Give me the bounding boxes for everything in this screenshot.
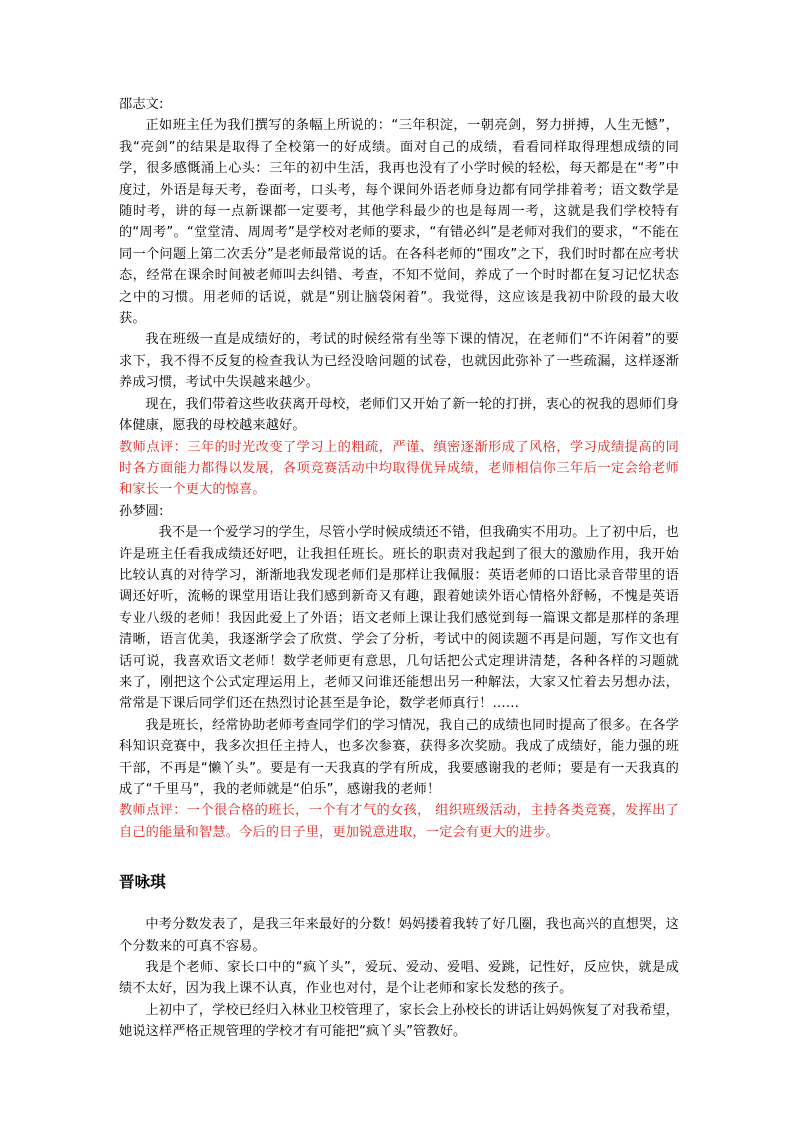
- essay-paragraph: 正如班主任为我们撰写的条幅上所说的：“三年积淀，一朝亮剑，努力拼搏，人生无憾”，我“亮剑”的结果是取得了全校第一的好成绩。面对自己的成绩，看看同样取得理想成绩的同学，很多感慨涌上心头：三年的初中生活，我再也没有了小学时候的轻松，每天都是在“考”中度过，外语是每天考，卷面考，口头考，每个课间外语老师身边都有同学排着考；语文数学是随时考，讲的每一点新课都一定要考，其他学科最少的也是每周一考，这就是我们学校特有的“周考”。“堂堂清、周周考”是学校对老师的要求，“有错必纠”是老师对我们的要求，“不能在同一个问题上第二次丢分”是老师最常说的话。在各科老师的“围攻”之下，我们时时都在应考状态，经常在课余时间被老师叫去纠错、考查，不知不觉间，养成了一个时时都在复习记忆状态之中的习惯。用老师的话说，就是“别让脑袋闲着”。我觉得，这应该是我初中阶段的最大收获。: [119, 118, 679, 327]
- essay-paragraph: 现在，我们带着这些收获离开母校，老师们又开始了新一轮的打拼，衷心的祝我的恩师们身体健康，愿我的母校越来越好。: [119, 396, 679, 434]
- essay-paragraph: 上初中了，学校已经归入林业卫校管理了，家长会上孙校长的讲话让妈妈恢复了对我希望，她说这样严格正规管理的学校才有可能把“疯丫头”管教好。: [119, 1002, 679, 1040]
- essay-paragraph: 我在班级一直是成绩好的，考试的时候经常有坐等下课的情况，在老师们“不许闲着”的要求下，我不得不反复的检查我认为已经没啥问题的试卷，也就因此弥补了一些疏漏，这样逐渐养成习惯，考试中失误越来越少。: [119, 332, 679, 391]
- essay-paragraph: 我是班长，经常协助老师考查同学们的学习情况，我自己的成绩也同时提高了很多。在各学科知识竞赛中，我多次担任主持人，也多次参赛，获得多次奖励。我成了成绩好，能力强的班干部，不再是“懒丫头”。要是有一天我真的学有所成，我要感谢我的老师；要是有一天我真的成了“千里马”，我的老师就是“伯乐”，感谢我的老师！: [119, 717, 679, 797]
- essay-paragraph: 我是个老师、家长口中的“疯丫头”，爱玩、爱动、爱唱、爱跳，记性好，反应快，就是成绩不太好，因为我上课不认真，作业也对付，是个让老师和家长发愁的孩子。: [119, 960, 679, 997]
- teacher-comment: 教师点评：三年的时光改变了学习上的粗疏，严谨、缜密逐渐形成了风格，学习成绩提高的同时各方面能力都得以发展，各项竞赛活动中均取得优异成绩，老师相信你三年后一定会给老师和家长一个更大的惊喜。: [119, 439, 679, 498]
- essay-paragraph: 中考分数发表了，是我三年来最好的分数！妈妈搂着我转了好几圈，我也高兴的直想哭，这个分数来的可真不容易。: [119, 917, 679, 954]
- student-name: 邵志文:: [119, 97, 164, 112]
- section-heading: 晋咏琪: [119, 872, 166, 892]
- essay-paragraph: 我不是一个爱学习的学生，尽管小学时候成绩还不错，但我确实不用功。上了初中后，也许是班主任看我成绩还好吧，让我担任班长。班长的职责对我起到了很大的激励作用，我开始比较认真的对待学习，渐渐地我发现老师们是那样让我佩服：英语老师的口语比录音带里的语调还好听，流畅的课堂用语让我们感到新奇又有趣，跟着她读外语心情格外舒畅，不愧是英语专业八级的老师！我因此爱上了外语；语文老师上课让我们感觉到每一篇课文都是那样的条理清晰，语言优美，我逐渐学会了欣赏、学会了分析，考试中的阅读题不再是问题，写作文也有话可说，我喜欢语文老师！数学老师更有意思，几句话把公式定理讲清楚，各种各样的习题就来了，刚把这个公式定理运用上，老师又问谁还能想出另一种解法，大家又忙着去另想办法，常常是下课后同学们还在热烈讨论甚至是争论，数学老师真行！……: [119, 525, 679, 712]
- document-page: [119, 94, 679, 1043]
- teacher-comment: 教师点评：一个很合格的班长，一个有才气的女孩， 组织班级活动，主持各类竞赛，发挥出了自己的能量和智慧。今后的日子里，更加锐意进取，一定会有更大的进步。: [119, 803, 679, 840]
- student-name: 孙梦圆:: [119, 503, 164, 519]
